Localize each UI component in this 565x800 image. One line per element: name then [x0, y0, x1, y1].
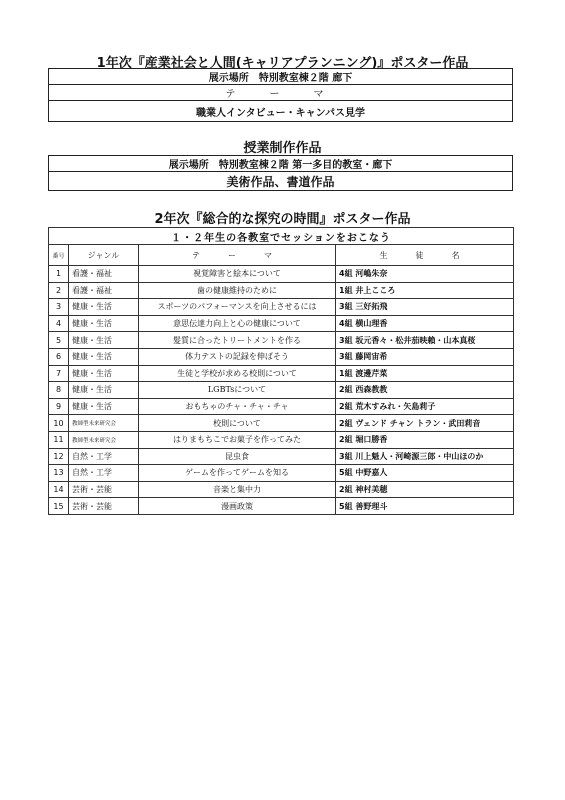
table-row [49, 431, 514, 448]
row-number: 8 [49, 382, 69, 399]
row-number: 4 [49, 315, 69, 332]
header-num: 番号 [49, 245, 69, 266]
row-theme: 校則について [139, 415, 336, 432]
row-genre: 健康・生活 [69, 348, 139, 365]
row-number: 2 [49, 282, 69, 299]
table-row [49, 415, 514, 432]
row-number: 6 [49, 348, 69, 365]
section3-title: 2年次『総合的な探究の時間』ポスター作品 [154, 212, 411, 227]
row-theme: スポーツのパフォーマンスを向上させるには [139, 299, 336, 316]
table-row [49, 498, 514, 515]
table-row [49, 365, 514, 382]
row-genre: 健康・生活 [69, 382, 139, 399]
section1-venue: 展示場所 特別教室棟２階 廊下 [49, 69, 513, 85]
row-theme: 意思伝達力向上と心の健康について [139, 315, 336, 332]
table-row [49, 315, 514, 332]
section1-theme-header: テ ー マ [49, 85, 513, 101]
section1-box [48, 68, 513, 122]
row-theme: ゲームを作ってゲームを知る [139, 465, 336, 482]
table-row [49, 266, 514, 283]
header-genre: ジャンル [69, 245, 139, 266]
row-names: 4組 河嶋朱奈 [336, 266, 514, 283]
row-number: 14 [49, 481, 69, 498]
row-names: 2組 西森教教 [336, 382, 514, 399]
row-theme: 歯の健康維持のために [139, 282, 336, 299]
row-names: 2組 堀口勝香 [336, 431, 514, 448]
row-genre: 健康・生活 [69, 398, 139, 415]
row-names: 3組 三好拓飛 [336, 299, 514, 316]
row-theme: LGBTsについて [139, 382, 336, 399]
table-row [49, 448, 514, 465]
row-genre: 自然・工学 [69, 448, 139, 465]
row-number: 1 [49, 266, 69, 283]
table-row [49, 382, 514, 399]
section2-title: 授業制作作品 [243, 141, 322, 156]
row-theme: 生徒と学校が求める校則について [139, 365, 336, 382]
header-names: 生 徒 名 [336, 245, 514, 266]
table-row [49, 465, 514, 482]
row-theme: 昆虫食 [139, 448, 336, 465]
row-names: 4組 横山理香 [336, 315, 514, 332]
table-row [49, 481, 514, 498]
row-genre: 健康・生活 [69, 365, 139, 382]
section3-caption: １・２年生の各教室でセッションをおこなう [49, 228, 514, 245]
row-number: 12 [49, 448, 69, 465]
row-names: 3組 坂元香々・松井茄映賴・山本真桜 [336, 332, 514, 349]
row-genre: 看護・福祉 [69, 282, 139, 299]
table-row [49, 299, 514, 316]
section1-title: 1年次『産業社会と人間(キャリアプランニング)』ポスター作品 [96, 56, 469, 71]
row-names: 1組 渡邊芹菜 [336, 365, 514, 382]
table-row [49, 282, 514, 299]
row-theme: 髪質に合ったトリートメントを作る [139, 332, 336, 349]
row-number: 3 [49, 299, 69, 316]
row-genre: 健康・生活 [69, 299, 139, 316]
section1-theme: 職業人インタビュー・キャンパス見学 [49, 101, 513, 122]
row-genre: 教師型未来研究会 [69, 431, 139, 448]
row-theme: おもちゃのチャ・チャ・チャ [139, 398, 336, 415]
row-names: 1組 井上こころ [336, 282, 514, 299]
row-theme: はりまもちこでお菓子を作ってみた [139, 431, 336, 448]
poster-table [48, 227, 514, 515]
row-genre: 自然・工学 [69, 465, 139, 482]
table-row [49, 348, 514, 365]
row-genre: 健康・生活 [69, 332, 139, 349]
section2-venue: 展示場所 特別教室棟２階 第一多目的教室・廊下 [49, 156, 513, 172]
row-genre: 看護・福祉 [69, 266, 139, 283]
row-names: 5組 中野嘉人 [336, 465, 514, 482]
row-names: 2組 荒木すみれ・矢島莉子 [336, 398, 514, 415]
row-genre: 教師型未来研究会 [69, 415, 139, 432]
row-number: 9 [49, 398, 69, 415]
table-row [49, 398, 514, 415]
section2-works: 美術作品、書道作品 [49, 172, 513, 191]
row-names: 3組 藤岡宙希 [336, 348, 514, 365]
header-theme: テ ー マ [139, 245, 336, 266]
section2-box [48, 155, 513, 191]
row-names: 3組 川上魁人・河崎源三郎・中山ほのか [336, 448, 514, 465]
row-number: 13 [49, 465, 69, 482]
row-genre: 芸術・芸能 [69, 498, 139, 515]
row-number: 11 [49, 431, 69, 448]
row-theme: 体力テストの記録を伸ばそう [139, 348, 336, 365]
row-number: 10 [49, 415, 69, 432]
row-names: 2組 神村美穂 [336, 481, 514, 498]
row-theme: 音楽と集中力 [139, 481, 336, 498]
row-theme: 漫画政策 [139, 498, 336, 515]
table-row [49, 332, 514, 349]
row-names: 5組 善野理斗 [336, 498, 514, 515]
row-number: 7 [49, 365, 69, 382]
row-genre: 健康・生活 [69, 315, 139, 332]
row-genre: 芸術・芸能 [69, 481, 139, 498]
row-theme: 視覚障害と絵本について [139, 266, 336, 283]
row-number: 15 [49, 498, 69, 515]
row-number: 5 [49, 332, 69, 349]
row-names: 2組 ヴェンド チャン トラン・武田莉音 [336, 415, 514, 432]
